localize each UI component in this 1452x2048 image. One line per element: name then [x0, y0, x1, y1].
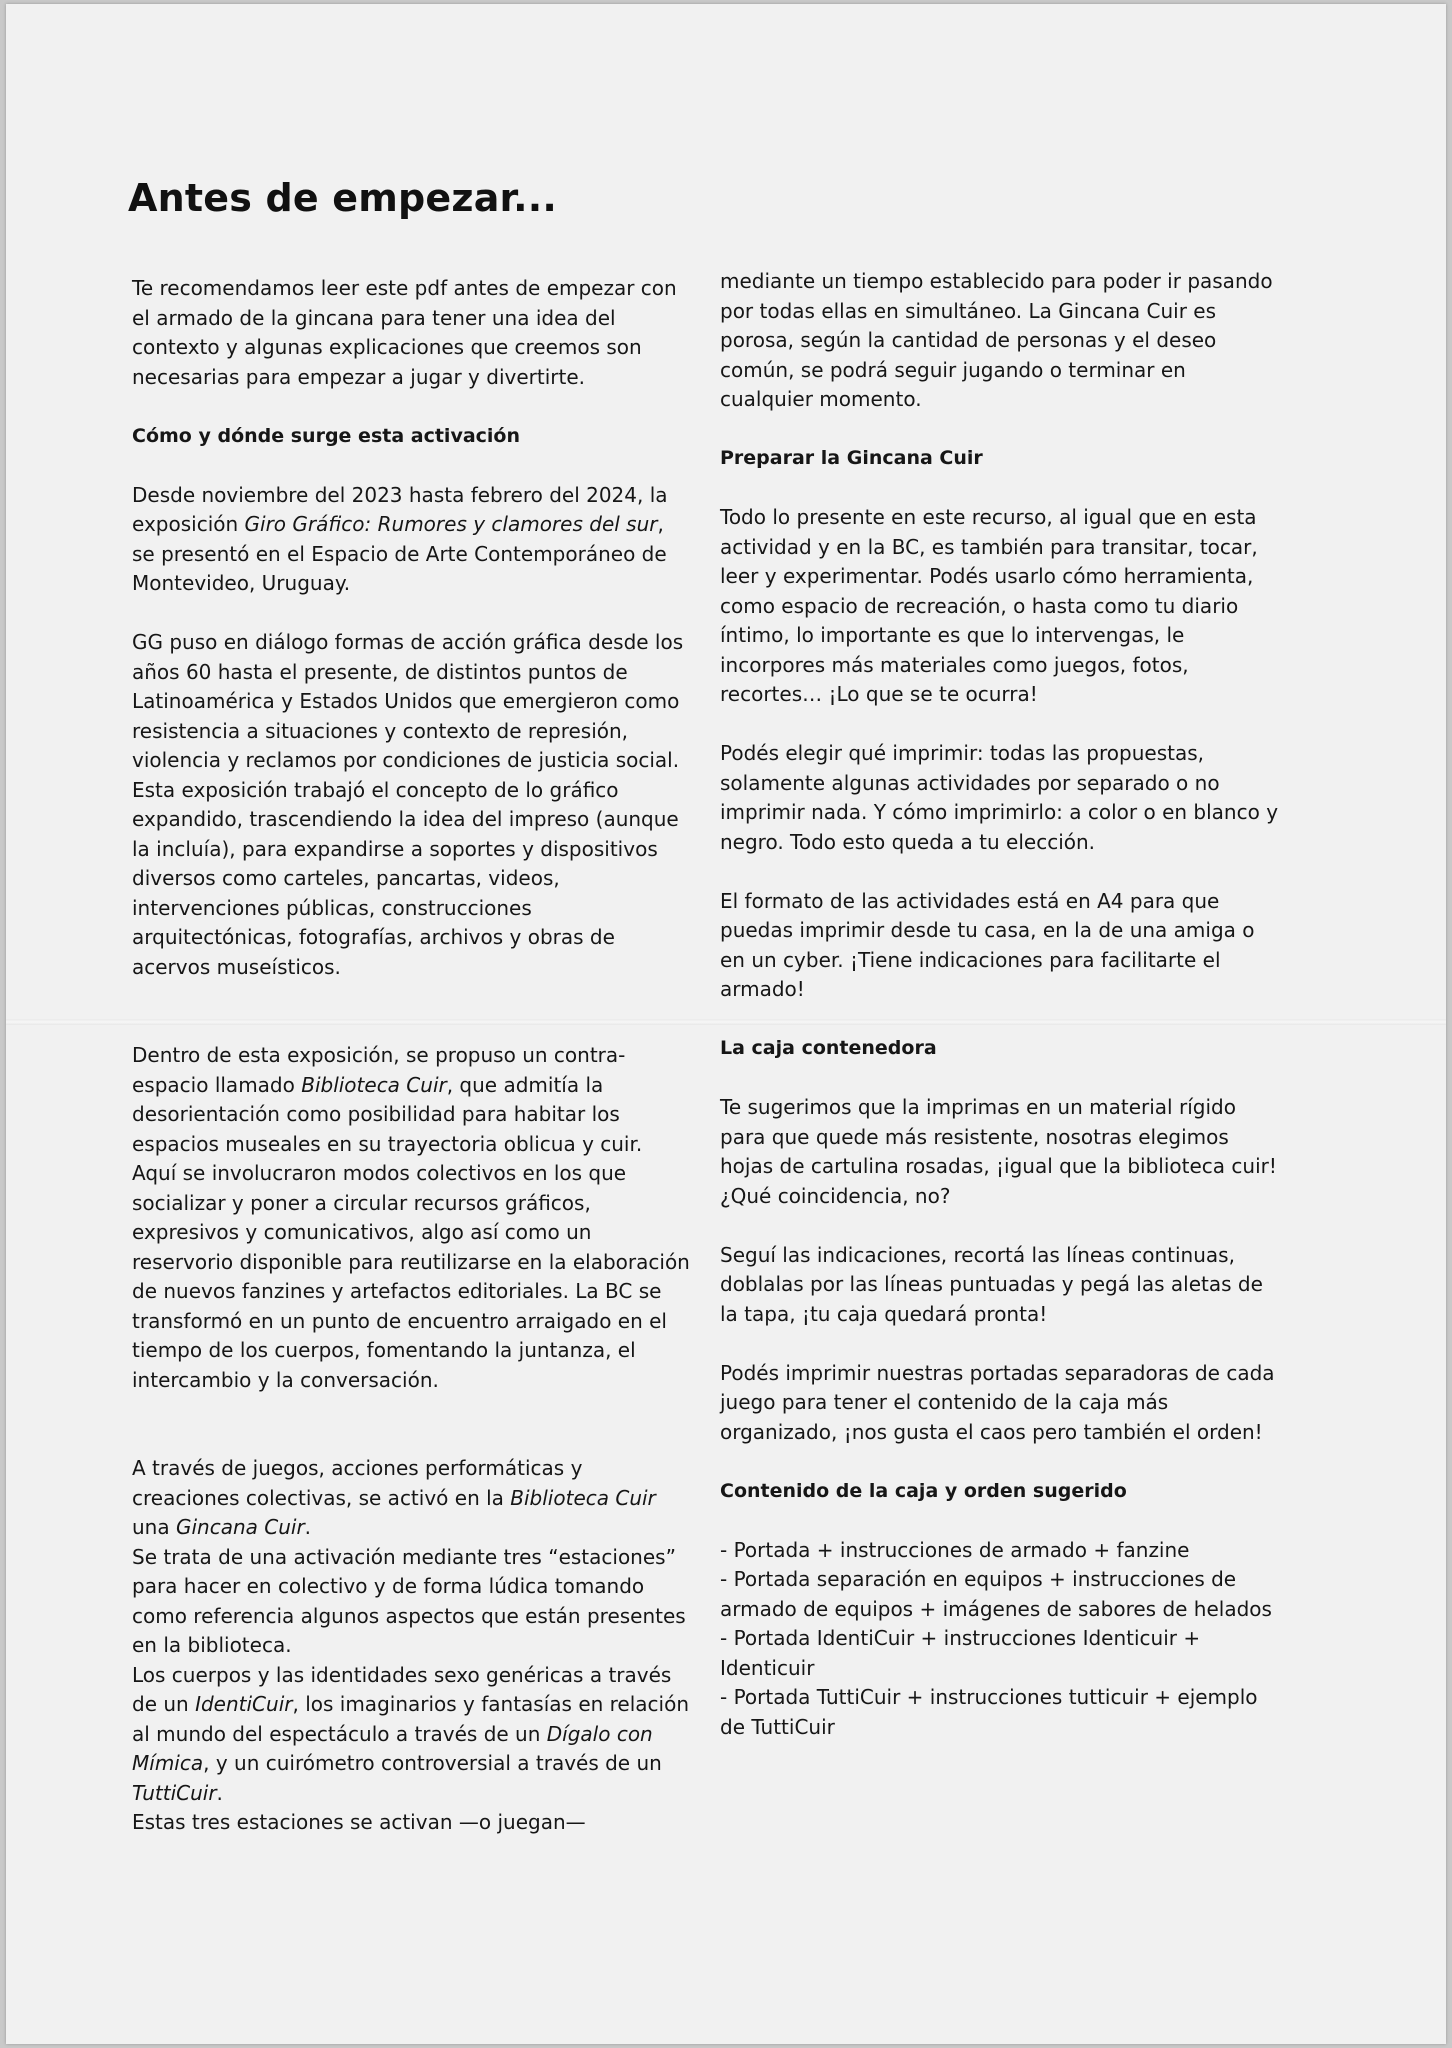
right-column	[720, 267, 1280, 1742]
paper-sheet	[6, 4, 1446, 2044]
contents-item: - Portada separación en equipos + instrucciones de armado de equipos + imágenes de sabores de helados	[720, 1567, 1272, 1621]
intro-paragraph: Te recomendamos leer este pdf antes de empezar con el armado de la gincana para tener una idea del contexto y algunas explicaciones que creemos son necesarias para empezar a jugar y divertirte.	[132, 276, 677, 389]
origin-paragraph-2: GG puso en diálogo formas de acción gráfica desde los años 60 hasta el presente, de distintos puntos de Latinoamérica y Estados Unidos que emergieron como resistencia a situaciones y contexto de represión, violencia y reclamos por condiciones de justicia social.	[132, 630, 684, 772]
section-heading-prepare: Preparar la Gincana Cuir	[720, 447, 983, 469]
box-paragraph-1: Te sugerimos que la imprimas en un material rígido para que quede más resistente, nosotras elegimos hojas de cartulina rosadas, ¡igual que la biblioteca cuir! ¿Qué coincidencia, no?	[720, 1095, 1277, 1208]
exhibition-title: Giro Gráfico: Rumores y clamores del sur	[244, 512, 658, 536]
origin-paragraph-6: Se trata de una activación mediante tres “estaciones” para hacer en colectivo y de forma lúdica tomando como referencia algunos aspectos que están presentes en la biblioteca.	[132, 1544, 686, 1657]
box-paragraph-2: Seguí las indicaciones, recortá las líneas continuas, doblalas por las líneas puntuadas y pegá las aletas de la tapa, ¡tu caja quedará pronta!	[720, 1242, 1263, 1326]
left-column	[132, 274, 692, 1838]
contents-item: - Portada IdentiCuir + instrucciones Identicuir + Identicuir	[720, 1626, 1201, 1680]
origin-paragraph-7: Los cuerpos y las identidades sexo genéricas a través de un IdentiCuir, los imaginarios y fantasías en relación al mundo del espectáculo a través de un Dígalo con Mímica, y un cuirómetro controversial a través de un TuttiCuir.	[132, 1662, 690, 1805]
section-heading-origin: Cómo y dónde surge esta activación	[132, 424, 521, 447]
prepare-paragraph-1: Todo lo presente en este recurso, al igual que en esta actividad y en la BC, es también para transitar, tocar, leer y experimentar. Podés usarlo cómo herramienta, como espacio de recreación, o hasta como tu diario íntimo, lo importante es que lo intervengas, le incorpores más materiales como juegos, fotos, recortes… ¡Lo que se te ocurra!	[720, 505, 1258, 706]
section-heading-box: La caja contenedora	[720, 1037, 937, 1059]
origin-paragraph-8: Estas tres estaciones se activan —o juegan—	[132, 1810, 586, 1834]
origin-paragraph-3: Esta exposición trabajó el concepto de lo gráfico expandido, trascendiendo la idea del impreso (aunque la incluía), para expandirse a soportes y dispositivos diversos como carteles, pancartas, videos, intervenciones públicas, construcciones arquitectónicas, fotografías, archivos y obras de acervos museísticos.	[132, 777, 679, 979]
contents-item: - Portada TuttiCuir + instrucciones tutticuir + ejemplo de TuttiCuir	[720, 1685, 1258, 1739]
origin-paragraph-8-continued: mediante un tiempo establecido para poder ir pasando por todas ellas en simultáneo. La Gincana Cuir es porosa, según la cantidad de personas y el deseo común, se podrá seguir jugando o terminar en cualquier momento.	[720, 269, 1273, 411]
section-heading-contents: Contenido de la caja y orden sugerido	[720, 1479, 1127, 1502]
box-paragraph-3: Podés imprimir nuestras portadas separadoras de cada juego para tener el contenido de la caja más organizado, ¡nos gusta el caos pero también el orden!	[720, 1360, 1275, 1444]
page-title: Antes de empezar...	[128, 176, 557, 220]
origin-paragraph-5: A través de juegos, acciones performáticas y creaciones colectivas, se activó en la Biblioteca Cuir una Gincana Cuir.	[132, 1456, 656, 1539]
contents-item: - Portada + instrucciones de armado + fanzine	[720, 1537, 1190, 1562]
prepare-paragraph-3: El formato de las actividades está en A4 para que puedas imprimir desde tu casa, en la de una amiga o en un cyber. ¡Tiene indicaciones para facilitarte el armado!	[720, 888, 1255, 1001]
origin-paragraph-4: Dentro de esta exposición, se propuso un contra-espacio llamado Biblioteca Cuir, que admitía la desorientación como posibilidad para habitar los espacios museales en su trayectoria oblicua y cuir. Aquí se involucraron modos colectivos en los que socializar y poner a circular recursos gráficos, expresivos y comunicativos, algo así como un reservorio disponible para reutilizarse en la elaboración de nuevos fanzines y artefactos editoriales. La BC se transformó en un punto de encuentro arraigado en el tiempo de los cuerpos, fomentando la juntanza, el intercambio y la conversación.	[132, 1043, 690, 1392]
prepare-paragraph-2: Podés elegir qué imprimir: todas las propuestas, solamente algunas actividades por separado o no imprimir nada. Y cómo imprimirlo: a color o en blanco y negro. Todo esto queda a tu elección.	[720, 741, 1279, 854]
origin-paragraph-1: Desde noviembre del 2023 hasta febrero del 2024, la exposición Giro Gráfico: Rumores y clamores del sur, se presentó en el Espacio de Arte Contemporáneo de Montevideo, Uruguay.	[132, 482, 668, 595]
